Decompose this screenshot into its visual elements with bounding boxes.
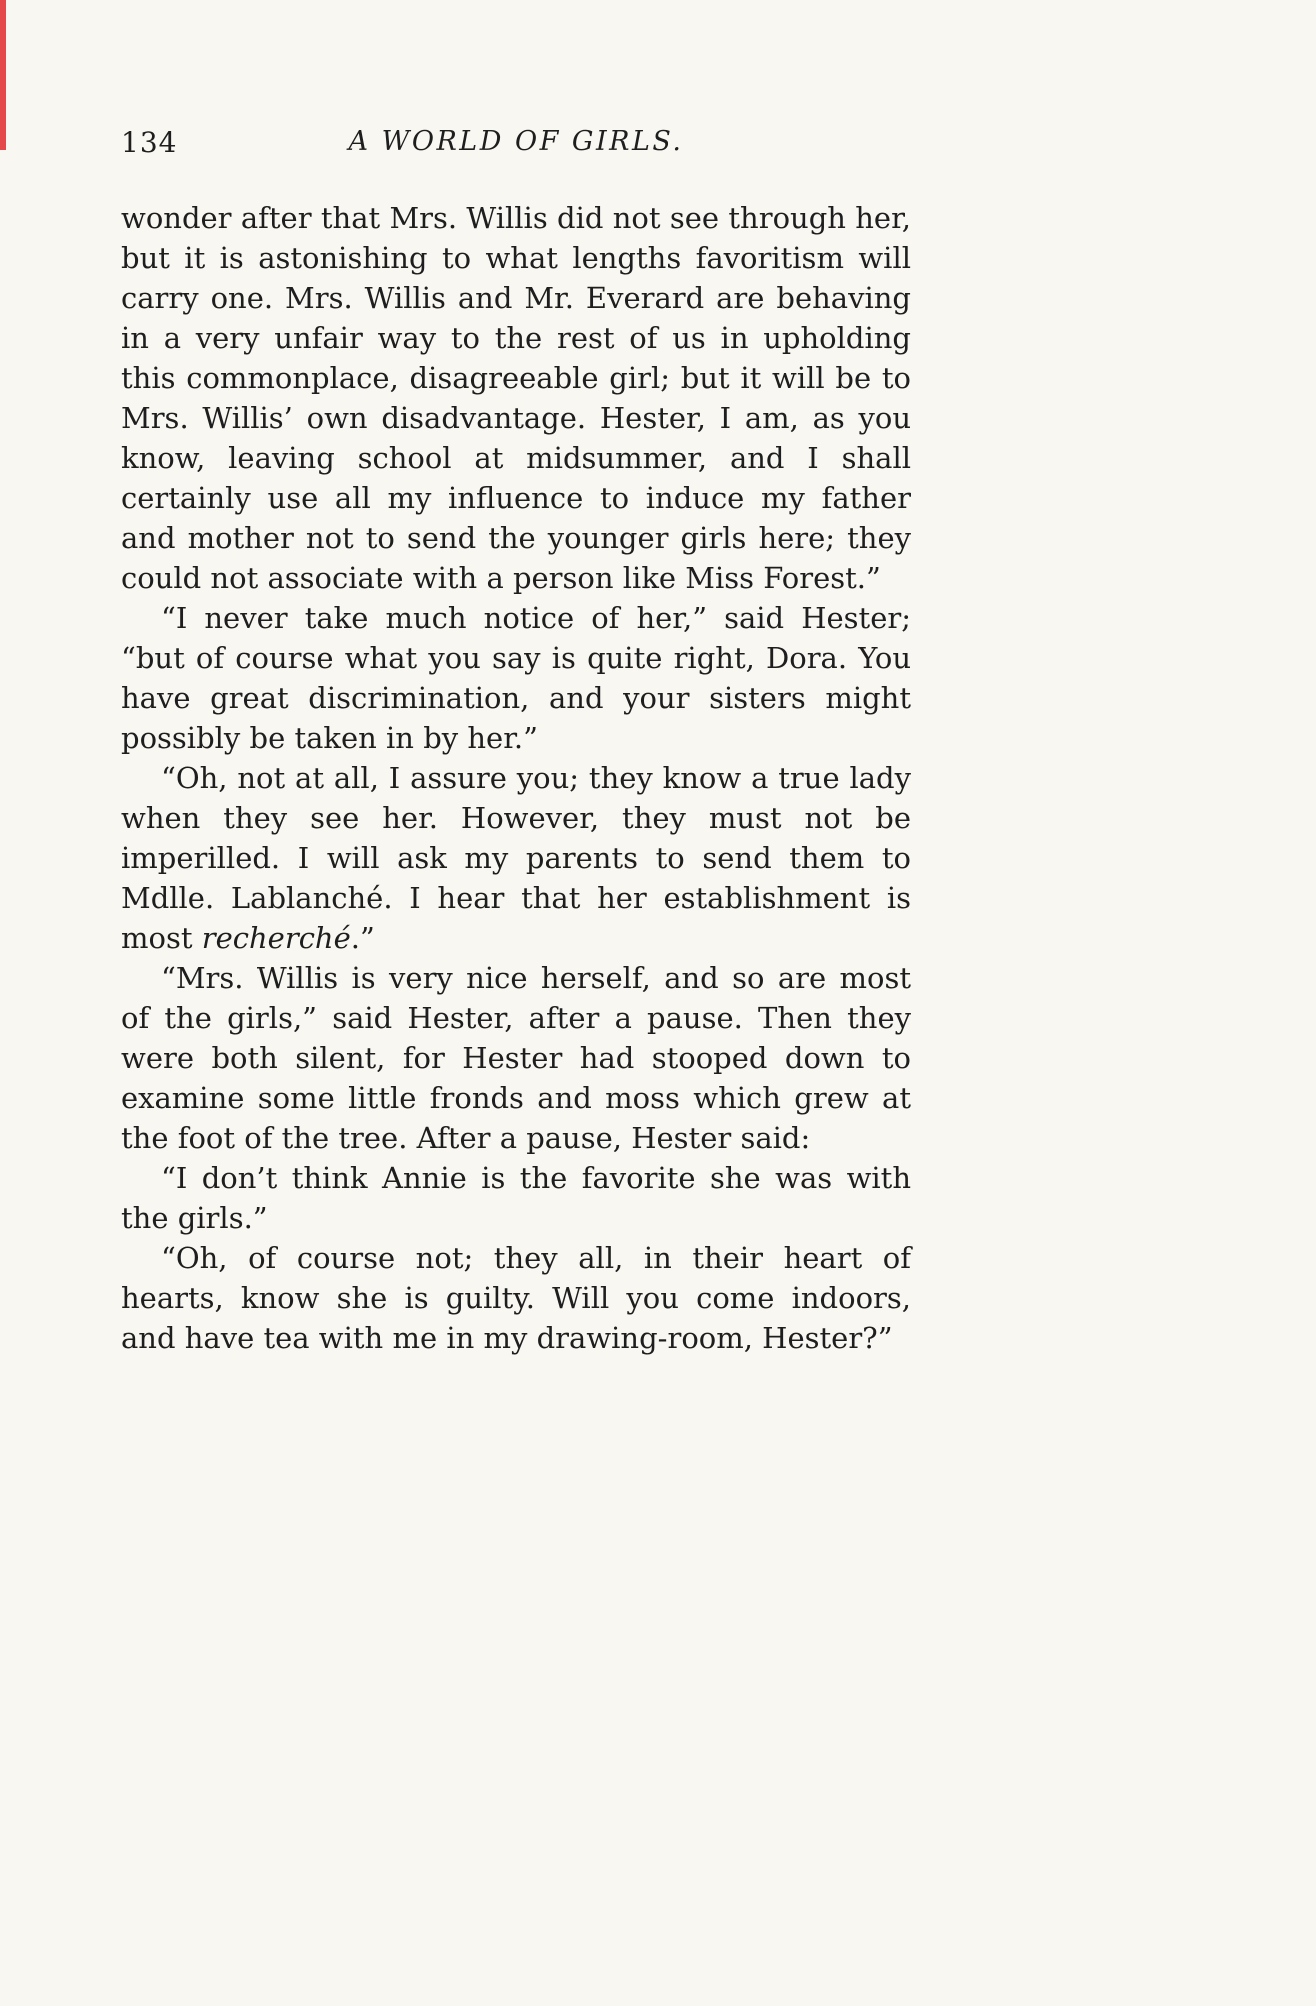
book-page — [121, 126, 911, 1358]
paragraph: “Oh, of course not; they all, in their heart of hearts, know she is guilty. Will you come indoors, and have tea with me in my drawing-room, Hester?” — [121, 1241, 911, 1355]
scan-edge-artifact — [0, 0, 6, 150]
page-body — [121, 198, 911, 1358]
paragraph: “Mrs. Willis is very nice herself, and so are most of the girls,” said Hester, after a pause. Then they were both silent, for Hester had stooped down to examine some little fronds and moss which grew at the foot of the tree. After a pause, Hester said: — [121, 961, 911, 1155]
page-number: 134 — [121, 126, 178, 159]
paragraph-text: .” — [350, 921, 375, 955]
paragraph: “I don’t think Annie is the favorite she was with the girls.” — [121, 1161, 911, 1235]
paragraph-continuation: wonder after that Mrs. Willis did not see through her, but it is astonishing to what lengths favoritism will carry one. Mrs. Willis and Mr. Everard are behaving in a very unfair way to the rest of us in upholding this commonplace, disagreeable girl; but it will be to Mrs. Willis’ own disadvantage. Hester, I am, as you know, leaving school at midsummer, and I shall certainly use all my influence to induce my father and mother not to send the younger girls here; they could not associate with a person like Miss Forest.” — [121, 201, 911, 595]
paragraph — [121, 758, 911, 958]
paragraph-text: “Oh, not at all, I assure you; they know a true lady when they see her. However, they must not be imperilled. I will ask my parents to send them to Mdlle. Lablanché. I hear that her establishment is most — [121, 761, 911, 955]
running-title: A WORLD OF GIRLS. — [348, 126, 684, 157]
italic-term: recherché — [201, 921, 351, 955]
paragraph: “I never take much notice of her,” said Hester; “but of course what you say is quite right, Dora. You have great discrimination, and your sisters might possibly be taken in by her.” — [121, 601, 911, 755]
page-header — [121, 126, 911, 166]
